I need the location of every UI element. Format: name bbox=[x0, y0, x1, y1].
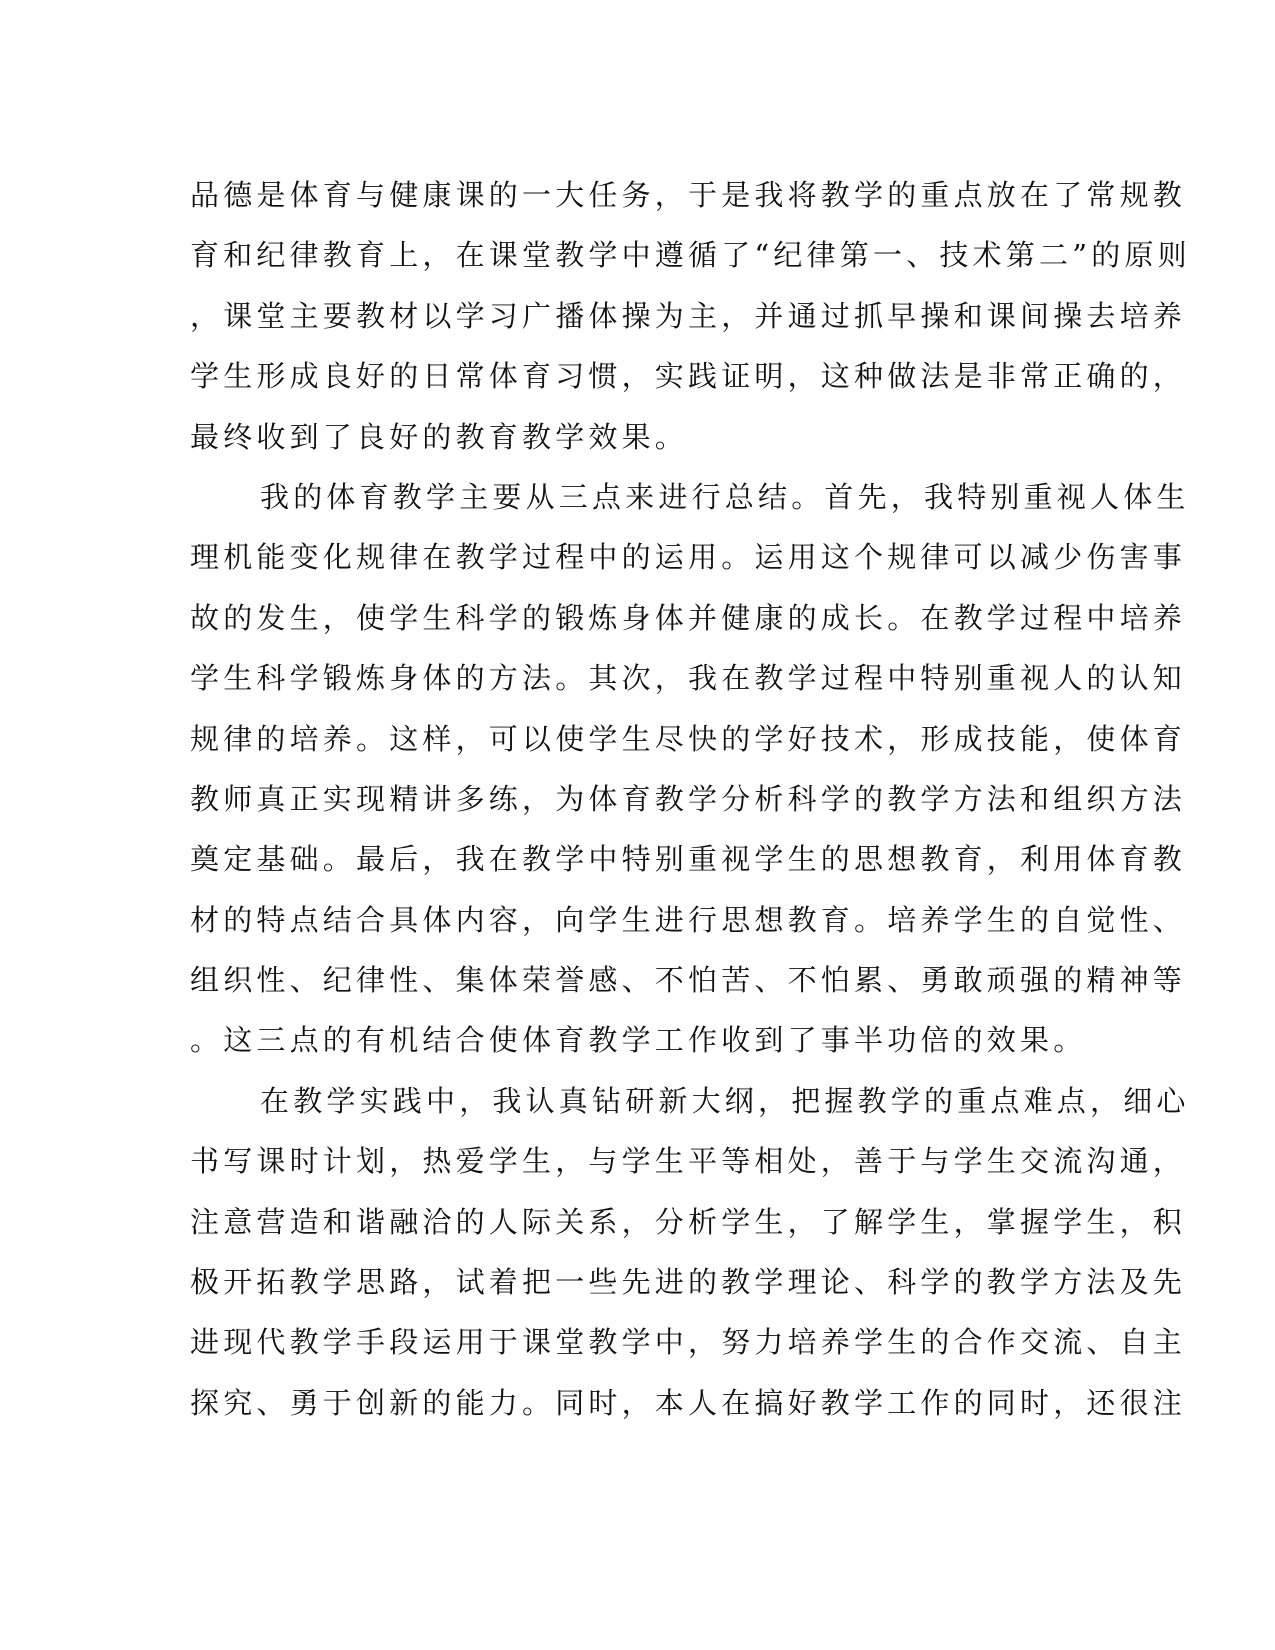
text-line: ，课堂主要教材以学习广播体操为主，并通过抓早操和课间操去培养 bbox=[190, 298, 1187, 333]
text-line: 。这三点的有机结合使体育教学工作收到了事半功倍的效果。 bbox=[190, 1023, 1087, 1058]
text-line: 极开拓教学思路，试着把一些先进的教学理论、科学的教学方法及先 bbox=[190, 1265, 1187, 1300]
text-line: 理机能变化规律在教学过程中的运用。运用这个规律可以减少伤害事 bbox=[190, 540, 1187, 575]
paragraph-1 bbox=[190, 165, 1191, 467]
text-line: 在教学实践中，我认真钻研新大纲，把握教学的重点难点，细心 bbox=[260, 1083, 1190, 1118]
text-line: 我的体育教学主要从三点来进行总结。首先，我特别重视人体生 bbox=[260, 479, 1190, 514]
text-line: 规律的培养。这样，可以使学生尽快的学好技术，形成技能，使体育 bbox=[190, 721, 1187, 756]
text-line: 育和纪律教育上，在课堂教学中遵循了“纪律第一、技术第二”的原则 bbox=[190, 238, 1191, 273]
text-line: 奠定基础。最后，我在教学中特别重视学生的思想教育，利用体育教 bbox=[190, 842, 1187, 877]
text-line: 材的特点结合具体内容，向学生进行思想教育。培养学生的自觉性、 bbox=[190, 902, 1187, 937]
text-line: 组织性、纪律性、集体荣誉感、不怕苦、不怕累、勇敢顽强的精神等 bbox=[190, 963, 1187, 998]
text-line: 进现代教学手段运用于课堂教学中，努力培养学生的合作交流、自主 bbox=[190, 1325, 1187, 1360]
paragraph-2 bbox=[190, 467, 1190, 1071]
text-line: 学生科学锻炼身体的方法。其次，我在教学过程中特别重视人的认知 bbox=[190, 661, 1187, 696]
body-text bbox=[190, 165, 1191, 1433]
text-line: 学生形成良好的日常体育习惯，实践证明，这种做法是非常正确的， bbox=[190, 359, 1187, 394]
text-line: 探究、勇于创新的能力。同时，本人在搞好教学工作的同时，还很注 bbox=[190, 1385, 1187, 1420]
text-line: 故的发生，使学生科学的锻炼身体并健康的成长。在教学过程中培养 bbox=[190, 600, 1187, 635]
text-line: 教师真正实现精讲多练，为体育教学分析科学的教学方法和组织方法 bbox=[190, 781, 1187, 816]
paragraph-3 bbox=[190, 1071, 1190, 1433]
text-line: 书写课时计划，热爱学生，与学生平等相处，善于与学生交流沟通， bbox=[190, 1144, 1187, 1179]
text-line: 最终收到了良好的教育教学效果。 bbox=[190, 419, 689, 454]
text-line: 注意营造和谐融洽的人际关系，分析学生，了解学生，掌握学生，积 bbox=[190, 1204, 1187, 1239]
text-line: 品德是体育与健康课的一大任务，于是我将教学的重点放在了常规教 bbox=[190, 178, 1187, 212]
